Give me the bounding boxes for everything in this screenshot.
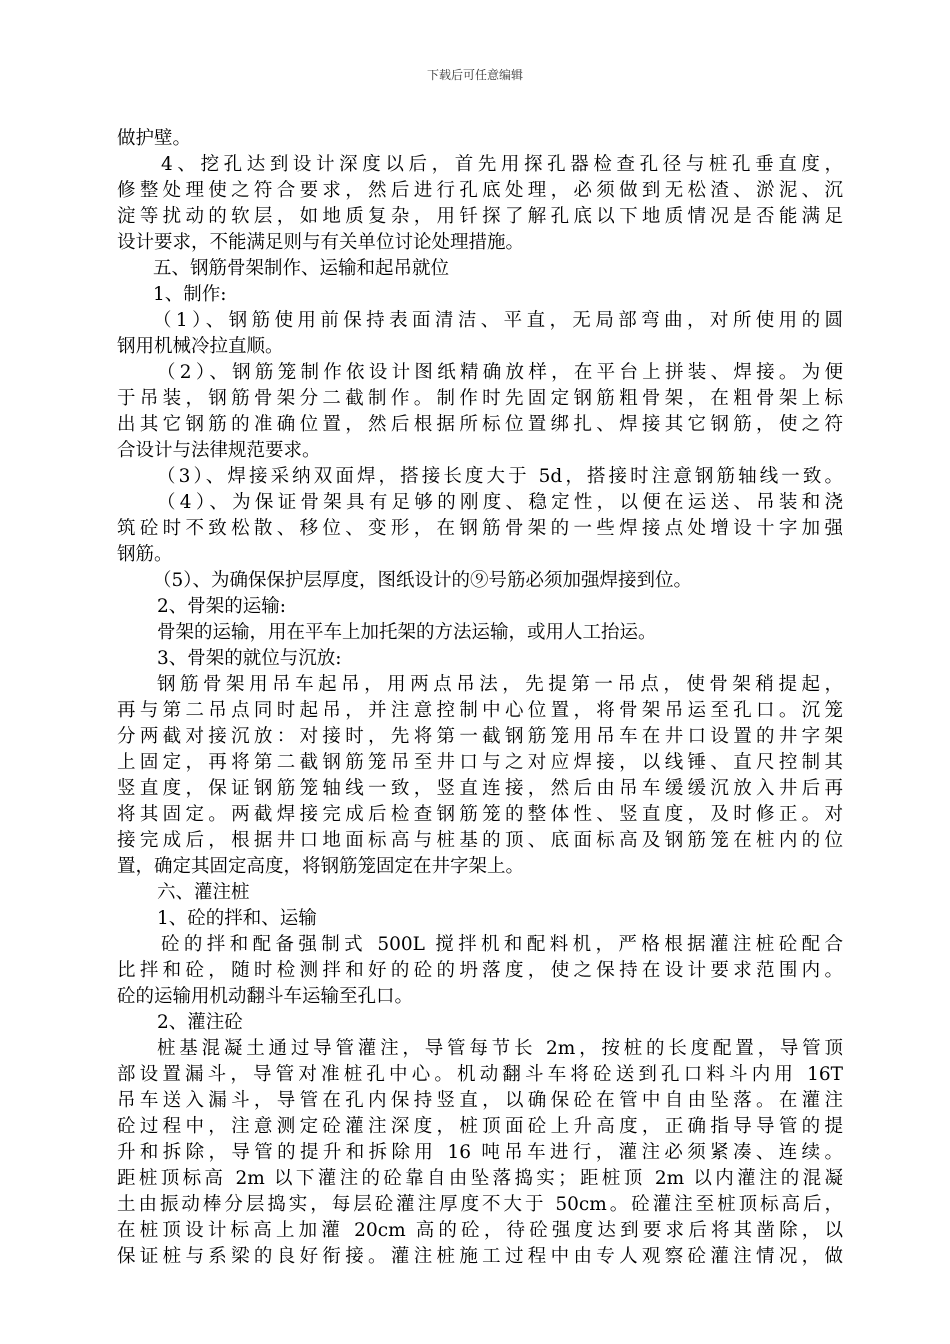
- text-line: 部设置漏斗，导管对准桩孔中心。机动翻斗车将砼送到孔口料斗内用 16T: [117, 1064, 843, 1085]
- text-line: 再与第二吊点同时起吊，并注意控制中心位置，将骨架吊运至孔口。沉笼: [117, 700, 843, 721]
- text-line: 将其固定。两截焊接完成后检查钢筋笼的整体性、竖直度，及时修正。对: [117, 804, 843, 825]
- text-line: 比拌和砼，随时检测拌和好的砼的坍落度，使之保持在设计要求范围内。: [117, 960, 843, 981]
- text-line: 接完成后，根据井口地面标高与桩基的顶、底面标高及钢筋笼在桩内的位: [117, 830, 843, 851]
- text-line: 砼的拌和配备强制式 500L 搅拌机和配料机，严格根据灌注桩砼配合: [161, 934, 843, 955]
- text-line: 分两截对接沉放：对接时，先将第一截钢筋笼用吊车在井口设置的井字架: [117, 726, 843, 747]
- text-line: 五、钢筋骨架制作、运输和起吊就位: [153, 258, 450, 279]
- page-header-note: 下载后可任意编辑: [426, 68, 523, 82]
- text-line: 3、骨架的就位与沉放:: [157, 648, 342, 669]
- text-line: 合设计与法律规范要求。: [117, 440, 321, 461]
- text-line: 上固定，再将第二截钢筋笼吊至井口与之对应焊接，以线锤、直尺控制其: [117, 752, 843, 773]
- text-line: 1、砼的拌和、运输: [157, 908, 317, 929]
- text-line: 出其它钢筋的准确位置，然后根据所标位置绑扎、焊接其它钢筋，使之符: [117, 414, 843, 435]
- text-line: 钢用机械冷拉直顺。: [117, 336, 284, 357]
- text-line: 钢筋。: [117, 544, 173, 565]
- text-line: 在桩顶设计标高上加灌 20cm 高的砼，待砼强度达到要求后将其凿除，以: [117, 1220, 843, 1241]
- text-line: 设计要求，不能满足则与有关单位讨论处理措施。: [117, 232, 525, 253]
- text-line: （5）、为确保保护层厚度，图纸设计的⑨号筋必须加强焊接到位。: [153, 570, 693, 591]
- text-line: （2）、钢筋笼制作依设计图纸精确放样，在平台上拼装、焊接。为便: [157, 362, 843, 383]
- text-line: （3）、焊接采纳双面焊，搭接长度大于 5d，搭接时注意钢筋轴线一致。: [157, 466, 843, 487]
- text-line: 于吊装，钢筋骨架分二截制作。制作时先固定钢筋粗骨架，在粗骨架上标: [117, 388, 843, 409]
- text-line: 距桩顶标高 2m 以下灌注的砼靠自由坠落捣实；距桩顶 2m 以内灌注的混凝: [117, 1168, 843, 1189]
- text-line: 保证桩与系梁的良好衔接。灌注桩施工过程中由专人观察砼灌注情况，做: [117, 1246, 843, 1267]
- text-line: 2、骨架的运输:: [157, 596, 287, 617]
- document-body: [117, 126, 843, 1270]
- text-line: （4）、为保证骨架具有足够的刚度、稳定性，以便在运送、吊装和浇: [157, 492, 843, 513]
- text-line: 做护壁。: [117, 128, 192, 149]
- text-line: 六、灌注桩: [157, 882, 250, 903]
- text-line: 桩基混凝土通过导管灌注，导管每节长 2m，按桩的长度配置，导管顶: [157, 1038, 843, 1059]
- text-line: 置，确定其固定高度，将钢筋笼固定在井字架上。: [117, 856, 525, 877]
- text-line: 砼过程中，注意测定砼灌注深度，桩顶面砼上升高度，正确指导导管的提: [117, 1116, 843, 1137]
- text-line: 修整处理使之符合要求，然后进行孔底处理，必须做到无松渣、淤泥、沉: [117, 180, 843, 201]
- text-line: 筑砼时不致松散、移位、变形，在钢筋骨架的一些焊接点处增设十字加强: [117, 518, 843, 539]
- text-line: 吊车送入漏斗，导管在孔内保持竖直，以确保砼在管中自由坠落。在灌注: [117, 1090, 843, 1111]
- text-line: 竖直度，保证钢筋笼轴线一致，竖直连接，然后由吊车缓缓沉放入井后再: [117, 778, 843, 799]
- text-line: 骨架的运输，用在平车上加托架的方法运输，或用人工抬运。: [157, 622, 657, 643]
- text-line: 4、挖孔达到设计深度以后，首先用探孔器检查孔径与桩孔垂直度，: [161, 154, 843, 175]
- text-line: 土由振动棒分层捣实，每层砼灌注厚度不大于 50cm。砼灌注至桩顶标高后，: [117, 1194, 843, 1215]
- text-line: 1、制作:: [153, 284, 227, 305]
- text-line: 2、灌注砼: [157, 1012, 243, 1033]
- text-line: 升和拆除，导管的提升和拆除用 16 吨吊车进行，灌注必须紧凑、连续。: [117, 1142, 843, 1163]
- text-line: 钢筋骨架用吊车起吊，用两点吊法，先提第一吊点，使骨架稍提起，: [157, 674, 843, 695]
- text-line: （1）、钢筋使用前保持表面清洁、平直，无局部弯曲，对所使用的圆: [153, 310, 843, 331]
- text-line: 淀等扰动的软层，如地质复杂，用钎探了解孔底以下地质情况是否能满足: [117, 206, 843, 227]
- text-line: 砼的运输用机动翻斗车运输至孔口。: [117, 986, 414, 1007]
